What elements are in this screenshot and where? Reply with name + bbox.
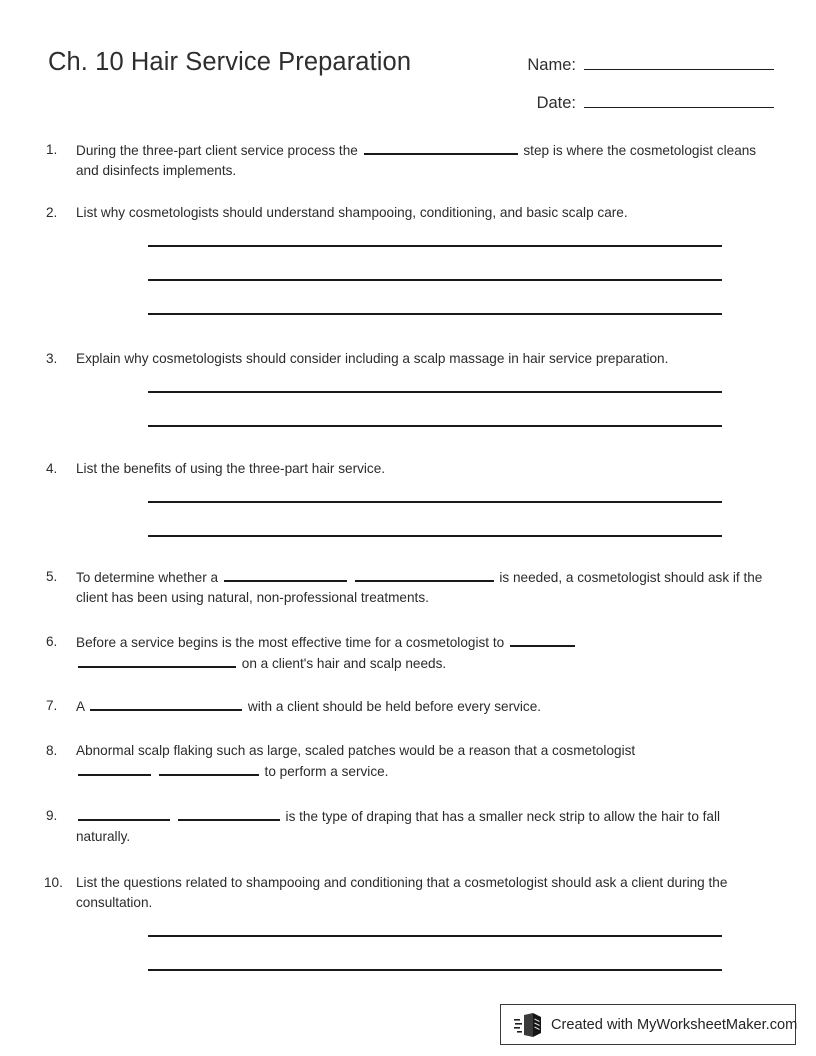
question-number: 2. <box>46 205 58 220</box>
answer-line[interactable] <box>148 279 722 281</box>
answer-lines <box>148 935 722 971</box>
answer-line[interactable] <box>148 935 722 937</box>
answer-line[interactable] <box>148 969 722 971</box>
question-text <box>76 567 770 608</box>
question-item <box>0 349 816 427</box>
question-text-segment: List the questions related to shampooing and conditioning that a cosmetologist should ask a client during the consultation. <box>76 875 728 910</box>
question-text-segment: step is where the cosmetologist cleans and disinfects implements. <box>76 143 757 178</box>
question-number: 6. <box>46 634 58 649</box>
name-label: Name: <box>527 56 576 74</box>
questions-list <box>0 140 816 983</box>
answer-lines <box>148 245 722 315</box>
question-number: 7. <box>46 698 58 713</box>
question-item <box>0 203 816 315</box>
question-text-segment: is the type of draping that has a smaller neck strip to allow the hair to fall naturally. <box>76 809 721 844</box>
question-text-segment: List why cosmetologists should understand shampooing, conditioning, and basic scalp care. <box>76 205 628 220</box>
question-text-segment <box>172 809 176 824</box>
badge-label: Created with MyWorksheetMaker.com <box>551 1016 798 1033</box>
question-number: 8. <box>46 743 58 758</box>
question-item <box>0 632 816 674</box>
question-number: 3. <box>46 351 58 366</box>
answer-lines <box>148 391 722 427</box>
answer-line[interactable] <box>148 313 722 315</box>
question-text <box>76 203 770 223</box>
question-number: 1. <box>46 142 58 157</box>
fill-in-blank[interactable] <box>224 567 347 582</box>
question-item <box>0 873 816 971</box>
fill-in-blank[interactable] <box>78 761 151 776</box>
question-item <box>0 140 816 181</box>
question-text <box>76 632 770 674</box>
date-label: Date: <box>536 94 576 112</box>
name-date-block <box>498 50 774 126</box>
question-number: 9. <box>46 808 58 823</box>
question-text-segment: Abnormal scalp flaking such as large, scaled patches would be a reason that a cosmetologist <box>76 743 636 758</box>
date-input-line[interactable] <box>584 88 774 108</box>
fill-in-blank[interactable] <box>78 806 170 821</box>
question-text <box>76 349 770 369</box>
fill-in-blank[interactable] <box>355 567 494 582</box>
name-input-line[interactable] <box>584 50 774 70</box>
answer-line[interactable] <box>148 391 722 393</box>
answer-line[interactable] <box>148 425 722 427</box>
question-text <box>76 741 770 782</box>
question-item <box>0 696 816 717</box>
question-text-segment: To determine whether a <box>76 570 222 585</box>
worksheet-maker-logo-icon <box>514 1012 544 1038</box>
fill-in-blank[interactable] <box>90 696 242 711</box>
answer-lines <box>148 501 722 537</box>
question-text-segment: with a client should be held before every service. <box>244 699 542 714</box>
question-text-segment <box>153 764 157 779</box>
fill-in-blank[interactable] <box>159 761 259 776</box>
page-title: Ch. 10 Hair Service Preparation <box>48 48 412 76</box>
question-text-segment: List the benefits of using the three-part hair service. <box>76 461 386 476</box>
question-item <box>0 567 816 608</box>
question-text <box>76 696 770 717</box>
question-text <box>76 873 770 913</box>
fill-in-blank[interactable] <box>510 632 575 647</box>
question-text <box>76 140 770 181</box>
question-item <box>0 459 816 537</box>
question-text-segment <box>349 570 353 585</box>
question-text-segment: on a client's hair and scalp needs. <box>238 656 447 671</box>
question-number: 10. <box>44 875 63 890</box>
question-item <box>0 806 816 847</box>
name-field-row <box>498 50 774 75</box>
question-text-segment: During the three-part client service process the <box>76 143 362 158</box>
answer-line[interactable] <box>148 501 722 503</box>
created-with-badge[interactable] <box>500 1004 796 1045</box>
question-text <box>76 459 770 479</box>
answer-line[interactable] <box>148 535 722 537</box>
question-text-segment: Before a service begins is the most effective time for a cosmetologist to <box>76 635 508 650</box>
question-item <box>0 741 816 782</box>
answer-line[interactable] <box>148 245 722 247</box>
worksheet-header <box>0 0 816 130</box>
fill-in-blank[interactable] <box>364 140 518 155</box>
question-number: 4. <box>46 461 58 476</box>
fill-in-blank[interactable] <box>78 653 236 668</box>
question-text-segment: to perform a service. <box>260 764 389 779</box>
question-number: 5. <box>46 569 58 584</box>
fill-in-blank[interactable] <box>178 806 280 821</box>
question-text-segment: Explain why cosmetologists should consider including a scalp massage in hair service preparation. <box>76 351 669 366</box>
question-text <box>76 806 770 847</box>
date-field-row <box>498 88 774 113</box>
question-text-segment: A <box>76 699 89 714</box>
question-text-segment: is needed, a cosmetologist should ask if the client has been using natural, non-professional treatments. <box>76 570 763 605</box>
